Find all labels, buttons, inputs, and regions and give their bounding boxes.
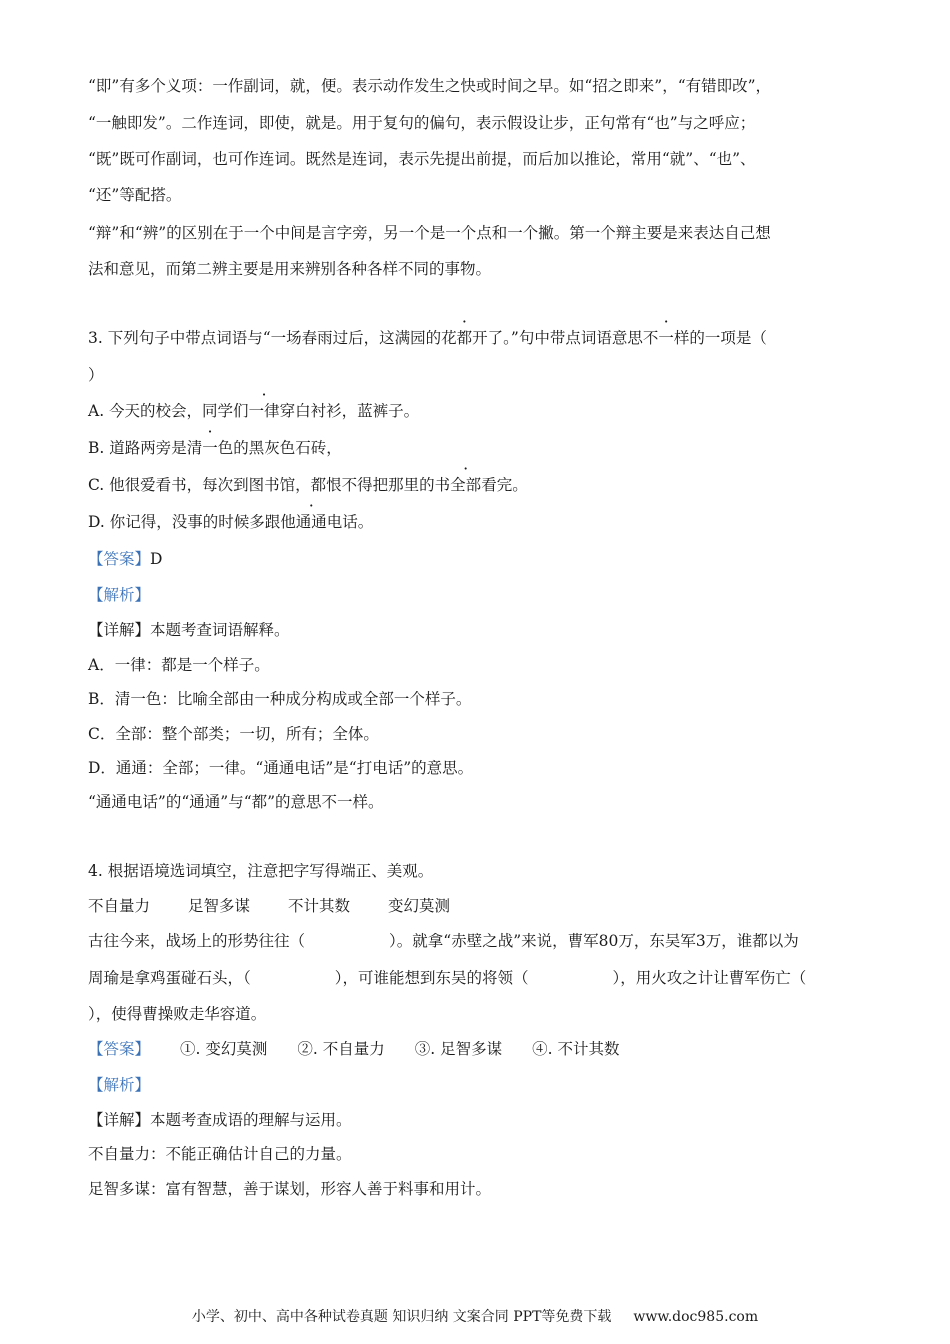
paragraph-line: “即”有多个义项：一作副词，就，便。表示动作发生之快或时间之早。如“招之即来”，“有错即改”，	[88, 77, 772, 95]
dotted-word: 全部	[450, 476, 482, 494]
detail-tag: 【详解】	[88, 621, 151, 639]
explanation-line: D．通通：全部；一律。“通通电话”是“打电话”的意思。	[88, 759, 474, 777]
dotted-word: 清一色	[186, 439, 234, 457]
answer-tag: 【答案】	[88, 1040, 151, 1058]
explanation-line: A．一律：都是一个样子。	[88, 656, 270, 674]
option-b: B. 道路两旁是清一色的黑灰色石砖，	[88, 439, 342, 457]
answer-item: ④. 不计其数	[532, 1040, 620, 1058]
paragraph-line: 法和意见，而第二辨主要是用来辨别各种各样不同的事物。	[88, 260, 492, 278]
answer-item: ①. 变幻莫测	[180, 1040, 268, 1058]
paragraph-line: “一触即发”。二作连词，即使，就是。用于复句的偏句，表示假设让步，正句常有“也”与之呼应；	[88, 114, 756, 132]
option-c: C. 他很爱看书，每次到图书馆，都恨不得把那里的书全部看完。	[88, 476, 528, 494]
answer-value: D	[150, 550, 163, 568]
question-3-stem-end: ）	[88, 366, 104, 384]
explanation-line: B．清一色：比喻全部由一种成分构成或全部一个样子。	[88, 690, 472, 708]
option-d: D. 你记得，没事的时候多跟他通通电话。	[88, 513, 374, 531]
detail-line: 【详解】本题考查词语解释。	[88, 621, 290, 639]
answer-line	[88, 1038, 868, 1060]
paragraph-line: “既”既可作副词，也可作连词。既然是连词，表示先提出前提，而后加以推论，常用“就”、“也”、	[88, 150, 756, 168]
option-a: A. 今天的校会，同学们一律穿白衬衫，蓝裤子。	[88, 402, 420, 420]
word-bank-item: 变幻莫测	[388, 897, 451, 915]
paragraph-line: “辩”和“辨”的区别在于一个中间是言字旁，另一个是一个点和一个撇。第一个辩主要是来表达自己想	[88, 224, 771, 242]
paragraph-line: “还”等配搭。	[88, 186, 182, 204]
dotted-word: 都	[456, 329, 473, 347]
word-bank-item: 足智多谋	[188, 897, 251, 915]
question-4-stem: 4. 根据语境选词填空，注意把字写得端正、美观。	[88, 862, 434, 880]
dotted-word: 不一样	[642, 329, 690, 347]
analysis-tag: 【解析】	[88, 1076, 151, 1094]
analysis-tag: 【解析】	[88, 586, 151, 604]
explanation-line: 不自量力：不能正确估计自己的力量。	[88, 1145, 352, 1163]
explanation-line: “通通电话”的“通通”与“都”的意思不一样。	[88, 793, 384, 811]
word-bank-item: 不计其数	[288, 897, 351, 915]
word-bank	[88, 895, 868, 917]
detail-tag: 【详解】	[88, 1111, 151, 1129]
footer-link[interactable]: www.doc985.com	[633, 1309, 759, 1325]
answer-item: ②. 不自量力	[297, 1040, 385, 1058]
answer-item: ③. 足智多谋	[414, 1040, 503, 1058]
passage-line: 周瑜是拿鸡蛋碰石头，（ ），可谁能想到东吴的将领（ ），用火攻之计让曹军伤亡（	[88, 969, 807, 987]
detail-line: 【详解】本题考查成语的理解与运用。	[88, 1111, 352, 1129]
answer-tag: 【答案】	[88, 550, 151, 568]
dotted-word: 通通	[295, 513, 327, 531]
page-footer	[0, 1307, 950, 1327]
passage-line: ），使得曹操败走华容道。	[88, 1005, 267, 1023]
explanation-line: 足智多谋：富有智慧，善于谋划，形容人善于料事和用计。	[88, 1180, 492, 1198]
footer-text: 小学、初中、高中各种试卷真题 知识归纳 文案合同 PPT等免费下载	[191, 1309, 612, 1325]
dotted-word: 一律	[248, 402, 280, 420]
word-bank-item: 不自量力	[88, 897, 151, 915]
passage-line: 古往今来，战场上的形势往往（ ）。就拿“赤壁之战”来说，曹军80万，东吴军3万，谁都以为	[88, 932, 799, 950]
explanation-line: C．全部：整个部类；一切，所有；全体。	[88, 725, 379, 743]
answer-line	[88, 548, 868, 570]
question-3-stem: 3. 下列句子中带点词语与“一场春雨过后，这满园的花都开了。”句中带点词语意思不一样的一项是（	[88, 329, 767, 347]
